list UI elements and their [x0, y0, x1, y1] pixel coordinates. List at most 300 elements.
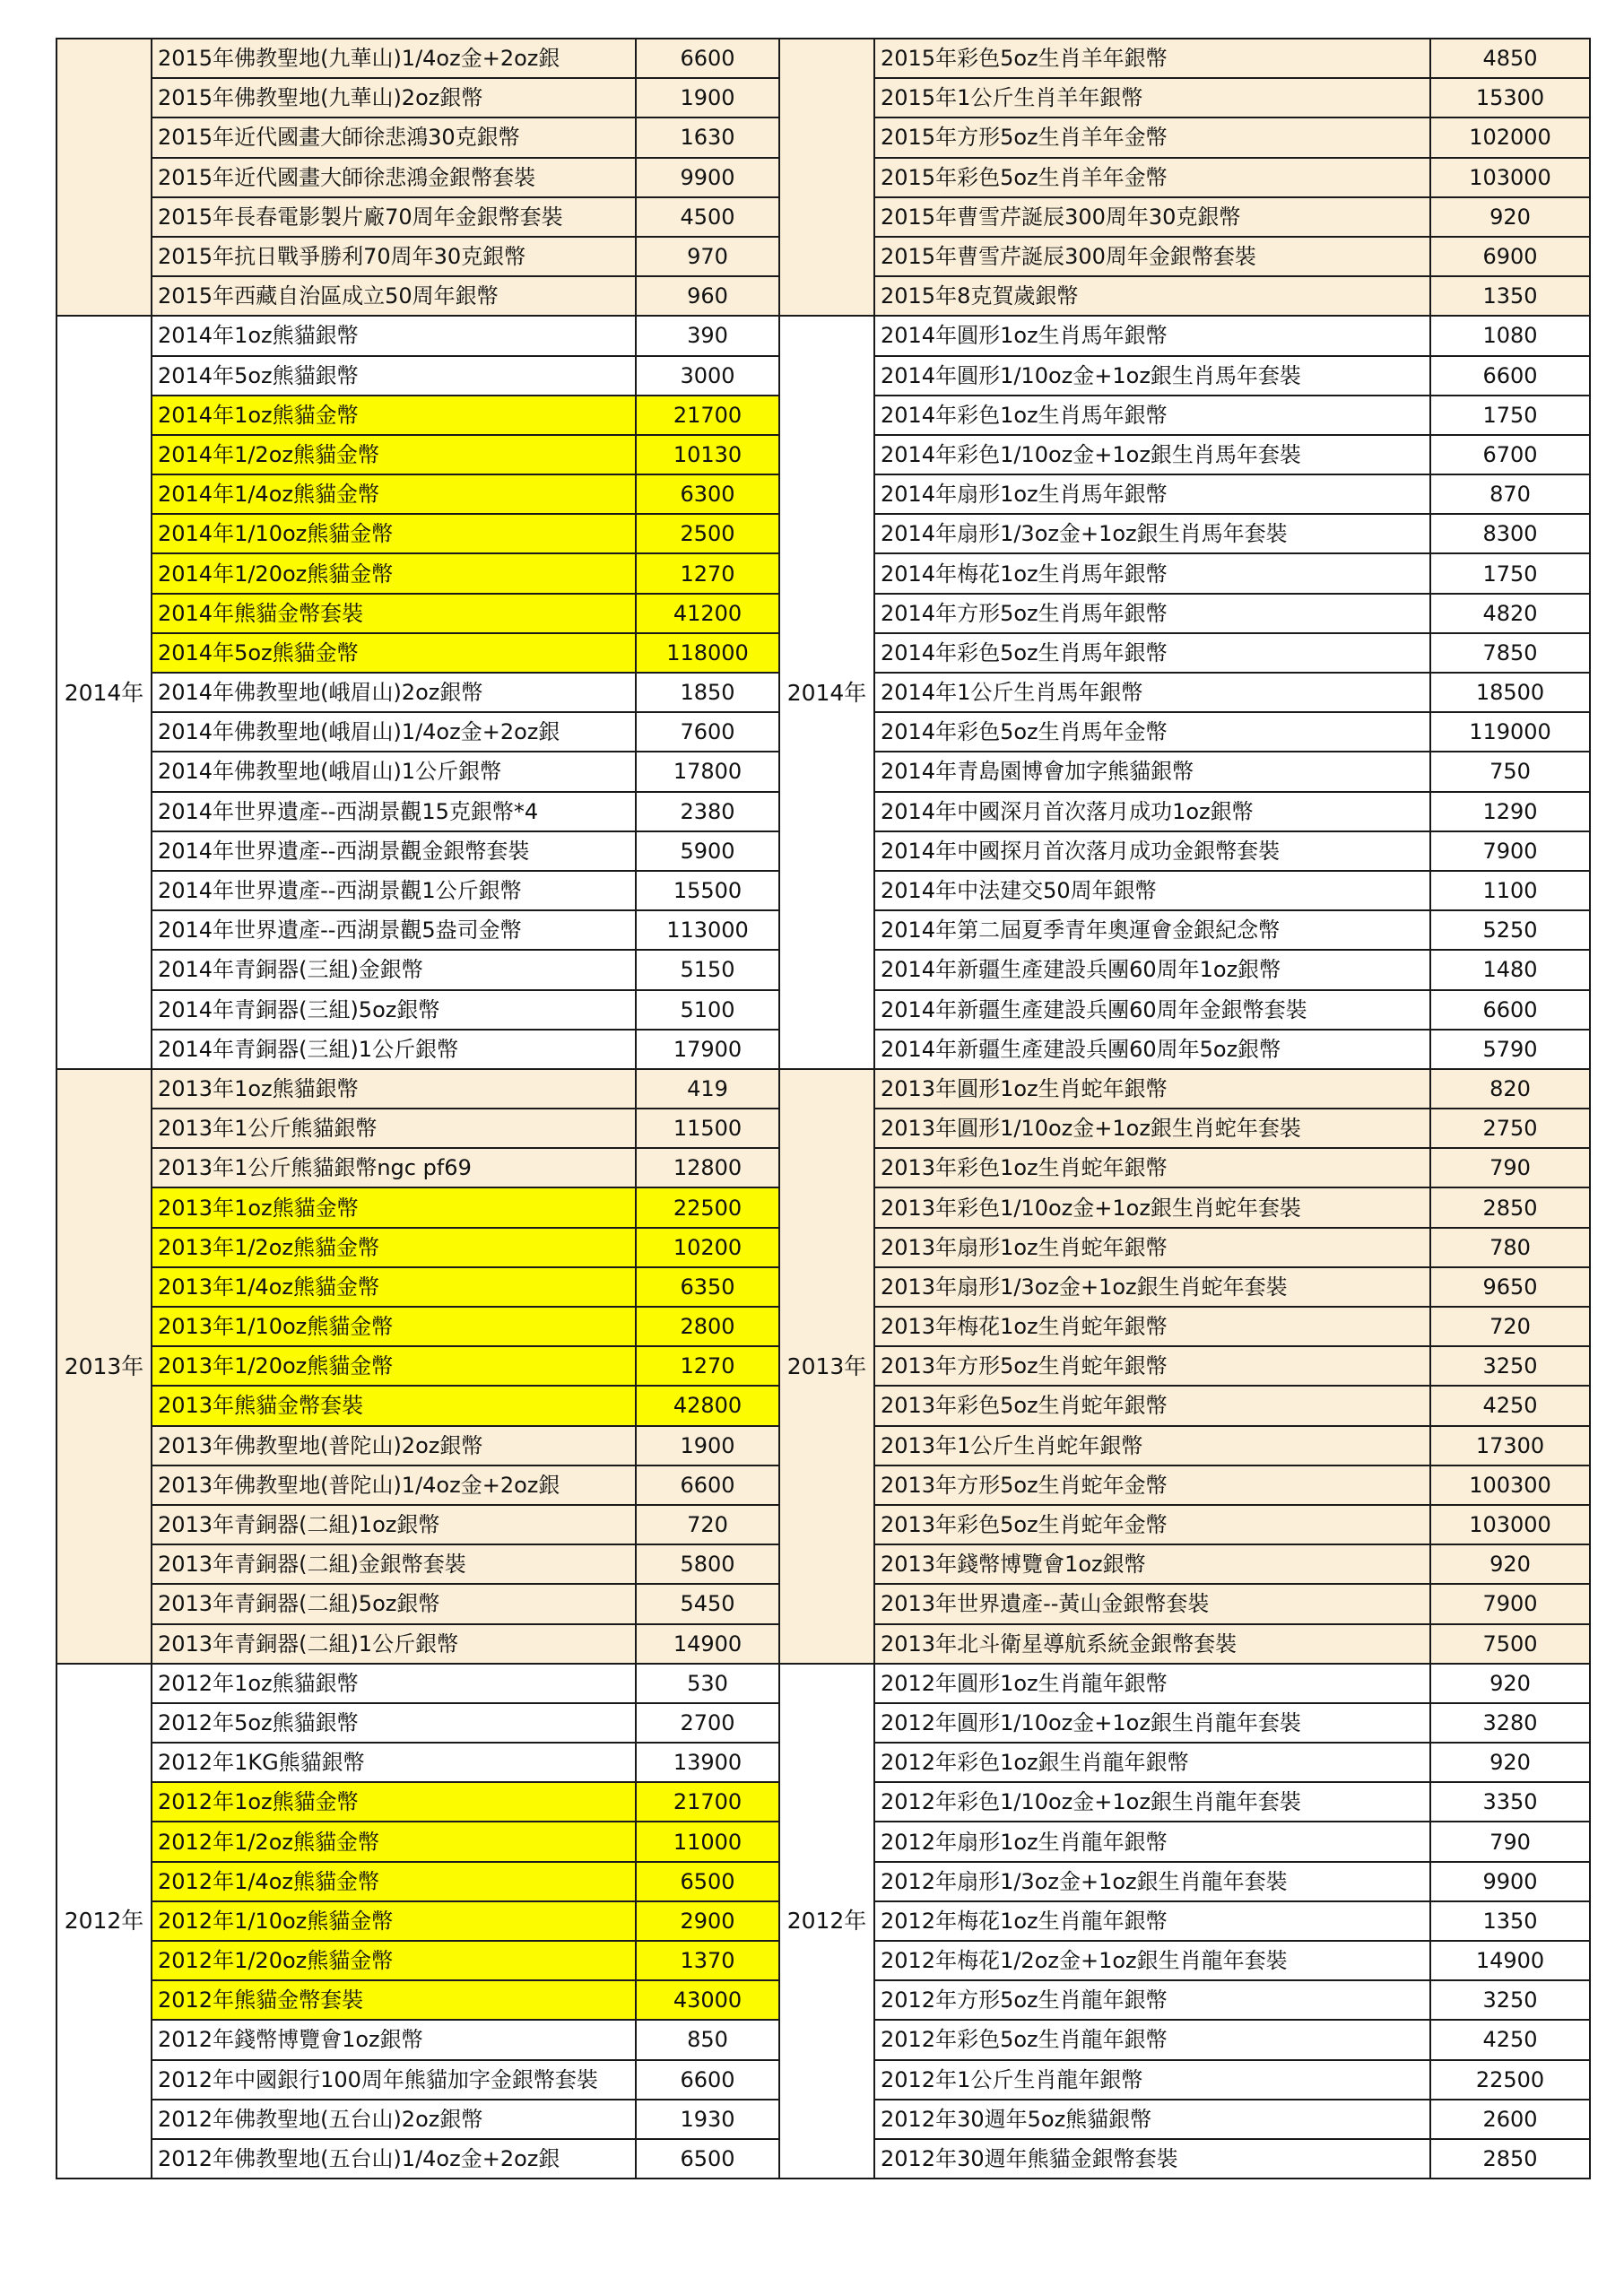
coin-name-cell: 2012年扇形1/3oz金+1oz銀生肖龍年套裝	[874, 1862, 1430, 1901]
price-cell: 920	[1430, 197, 1590, 237]
coin-name-cell: 2014年佛教聖地(峨眉山)2oz銀幣	[152, 673, 636, 712]
coin-name-cell: 2012年30週年熊貓金銀幣套裝	[874, 2139, 1430, 2179]
table-row	[779, 910, 1590, 950]
price-cell: 6600	[636, 2060, 779, 2100]
table-row	[779, 673, 1590, 712]
price-cell: 2850	[1430, 2139, 1590, 2179]
coin-name-cell: 2012年30週年5oz熊貓銀幣	[874, 2100, 1430, 2139]
coin-name-cell: 2015年方形5oz生肖羊年金幣	[874, 117, 1430, 157]
coin-name-cell: 2013年扇形1oz生肖蛇年銀幣	[874, 1228, 1430, 1267]
table-row	[779, 1030, 1590, 1069]
table-row	[779, 1228, 1590, 1267]
price-cell: 7900	[1430, 1584, 1590, 1623]
coin-name-cell: 2013年1/10oz熊貓金幣	[152, 1307, 636, 1346]
table-row	[56, 1030, 779, 1069]
price-cell: 43000	[636, 1980, 779, 2020]
price-cell: 970	[636, 237, 779, 276]
price-cell: 1900	[636, 78, 779, 117]
table-row	[56, 2139, 779, 2179]
price-cell: 1270	[636, 553, 779, 593]
coin-name-cell: 2013年1/4oz熊貓金幣	[152, 1267, 636, 1307]
table-row	[779, 792, 1590, 831]
table-row	[56, 950, 779, 989]
price-cell: 1480	[1430, 950, 1590, 989]
coin-name-cell: 2013年梅花1oz生肖蛇年銀幣	[874, 1307, 1430, 1346]
year-cell: 2013年	[779, 1069, 874, 1664]
price-cell: 18500	[1430, 673, 1590, 712]
price-cell: 103000	[1430, 1505, 1590, 1544]
table-row	[779, 1980, 1590, 2020]
coin-name-cell: 2012年1KG熊貓銀幣	[152, 1743, 636, 1782]
table-row	[56, 1782, 779, 1822]
price-cell: 4820	[1430, 594, 1590, 633]
price-cell: 1750	[1430, 396, 1590, 435]
coin-name-cell: 2014年1oz熊貓銀幣	[152, 316, 636, 355]
table-row	[779, 474, 1590, 514]
table-row	[56, 197, 779, 237]
coin-name-cell: 2013年青銅器(二組)1公斤銀幣	[152, 1624, 636, 1664]
table-row	[779, 2100, 1590, 2139]
table-row	[56, 2060, 779, 2100]
coin-name-cell: 2015年長春電影製片廠70周年金銀幣套裝	[152, 197, 636, 237]
coin-name-cell: 2014年1/10oz熊貓金幣	[152, 514, 636, 553]
table-row	[779, 1941, 1590, 1980]
coin-name-cell: 2013年1公斤熊貓銀幣	[152, 1109, 636, 1148]
table-row	[779, 752, 1590, 791]
table-row	[56, 1862, 779, 1901]
price-cell: 2600	[1430, 2100, 1590, 2139]
left-price-table	[56, 38, 780, 2179]
price-cell: 1900	[636, 1426, 779, 1465]
price-cell: 530	[636, 1664, 779, 1703]
year-cell: 2012年	[779, 1664, 874, 2179]
table-row	[56, 831, 779, 871]
coin-name-cell: 2013年青銅器(二組)5oz銀幣	[152, 1584, 636, 1623]
coin-name-cell: 2012年1公斤生肖龍年銀幣	[874, 2060, 1430, 2100]
price-cell: 4250	[1430, 1386, 1590, 1425]
table-row	[779, 117, 1590, 157]
price-cell: 21700	[636, 396, 779, 435]
table-row	[779, 197, 1590, 237]
coin-name-cell: 2012年1oz熊貓金幣	[152, 1782, 636, 1822]
coin-name-cell: 2012年佛教聖地(五台山)1/4oz金+2oz銀	[152, 2139, 636, 2179]
year-cell	[779, 39, 874, 316]
table-row	[56, 1624, 779, 1664]
coin-name-cell: 2012年圓形1oz生肖龍年銀幣	[874, 1664, 1430, 1703]
price-cell: 22500	[1430, 2060, 1590, 2100]
table-row	[779, 1148, 1590, 1187]
price-cell: 100300	[1430, 1465, 1590, 1505]
table-row	[779, 950, 1590, 989]
coin-name-cell: 2014年中國探月首次落月成功金銀幣套裝	[874, 831, 1430, 871]
table-row	[779, 435, 1590, 474]
coin-name-cell: 2012年梅花1oz生肖龍年銀幣	[874, 1901, 1430, 1941]
table-row	[56, 673, 779, 712]
coin-name-cell: 2012年彩色1oz銀生肖龍年銀幣	[874, 1743, 1430, 1782]
table-row	[779, 276, 1590, 316]
coin-name-cell: 2013年熊貓金幣套裝	[152, 1386, 636, 1425]
coin-name-cell: 2015年近代國畫大師徐悲鴻金銀幣套裝	[152, 158, 636, 197]
coin-name-cell: 2014年青銅器(三組)金銀幣	[152, 950, 636, 989]
table-row	[779, 871, 1590, 910]
table-row	[779, 1386, 1590, 1425]
table-row	[56, 990, 779, 1030]
price-cell: 2850	[1430, 1187, 1590, 1227]
price-cell: 11000	[636, 1822, 779, 1861]
price-cell: 1850	[636, 673, 779, 712]
coin-name-cell: 2012年扇形1oz生肖龍年銀幣	[874, 1822, 1430, 1861]
coin-name-cell: 2014年世界遺產--西湖景觀1公斤銀幣	[152, 871, 636, 910]
coin-name-cell: 2014年新疆生產建設兵團60周年5oz銀幣	[874, 1030, 1430, 1069]
price-cell: 6600	[636, 39, 779, 78]
table-row	[779, 514, 1590, 553]
table-row	[779, 2060, 1590, 2100]
table-row	[56, 1346, 779, 1386]
coin-name-cell: 2012年1oz熊貓銀幣	[152, 1664, 636, 1703]
coin-name-cell: 2014年1公斤生肖馬年銀幣	[874, 673, 1430, 712]
table-row	[56, 514, 779, 553]
table-row	[56, 1901, 779, 1941]
table-row	[56, 1465, 779, 1505]
coin-name-cell: 2013年扇形1/3oz金+1oz銀生肖蛇年套裝	[874, 1267, 1430, 1307]
price-cell: 7900	[1430, 831, 1590, 871]
price-cell: 5250	[1430, 910, 1590, 950]
coin-name-cell: 2014年扇形1/3oz金+1oz銀生肖馬年套裝	[874, 514, 1430, 553]
price-cell: 7600	[636, 712, 779, 752]
price-cell: 1630	[636, 117, 779, 157]
table-row	[779, 1346, 1590, 1386]
table-row	[56, 1941, 779, 1980]
table-row	[56, 2020, 779, 2059]
table-row	[779, 633, 1590, 673]
table-row	[56, 78, 779, 117]
price-cell: 17800	[636, 752, 779, 791]
coin-name-cell: 2013年錢幣博覽會1oz銀幣	[874, 1544, 1430, 1584]
price-cell: 3250	[1430, 1346, 1590, 1386]
coin-name-cell: 2014年彩色1/10oz金+1oz銀生肖馬年套裝	[874, 435, 1430, 474]
left-table-body	[56, 39, 779, 2179]
price-cell: 6600	[636, 1465, 779, 1505]
coin-name-cell: 2013年彩色1oz生肖蛇年銀幣	[874, 1148, 1430, 1187]
coin-name-cell: 2012年中國銀行100周年熊貓加字金銀幣套裝	[152, 2060, 636, 2100]
coin-name-cell: 2015年佛教聖地(九華山)1/4oz金+2oz銀	[152, 39, 636, 78]
table-row	[56, 158, 779, 197]
price-cell: 1290	[1430, 792, 1590, 831]
price-cell: 2900	[636, 1901, 779, 1941]
price-cell: 41200	[636, 594, 779, 633]
coin-name-cell: 2012年佛教聖地(五台山)2oz銀幣	[152, 2100, 636, 2139]
coin-name-cell: 2013年北斗衛星導航系統金銀幣套裝	[874, 1624, 1430, 1664]
table-row	[779, 594, 1590, 633]
table-row	[779, 831, 1590, 871]
price-cell: 850	[636, 2020, 779, 2059]
table-row	[779, 39, 1590, 78]
table-row	[779, 78, 1590, 117]
coin-name-cell: 2014年5oz熊貓金幣	[152, 633, 636, 673]
coin-name-cell: 2012年熊貓金幣套裝	[152, 1980, 636, 2020]
coin-name-cell: 2012年1/20oz熊貓金幣	[152, 1941, 636, 1980]
table-row	[779, 1782, 1590, 1822]
coin-name-cell: 2014年世界遺產--西湖景觀15克銀幣*4	[152, 792, 636, 831]
right-price-table	[778, 38, 1591, 2179]
table-row	[56, 117, 779, 157]
coin-name-cell: 2014年1oz熊貓金幣	[152, 396, 636, 435]
coin-name-cell: 2012年1/4oz熊貓金幣	[152, 1862, 636, 1901]
price-cell: 750	[1430, 752, 1590, 791]
coin-name-cell: 2013年1/2oz熊貓金幣	[152, 1228, 636, 1267]
price-cell: 7500	[1430, 1624, 1590, 1664]
coin-name-cell: 2015年佛教聖地(九華山)2oz銀幣	[152, 78, 636, 117]
table-row	[56, 1584, 779, 1623]
price-cell: 920	[1430, 1743, 1590, 1782]
price-cell: 1750	[1430, 553, 1590, 593]
coin-name-cell: 2014年1/4oz熊貓金幣	[152, 474, 636, 514]
table-row	[56, 1664, 779, 1703]
price-cell: 6700	[1430, 435, 1590, 474]
price-cell: 1270	[636, 1346, 779, 1386]
price-cell: 17300	[1430, 1426, 1590, 1465]
price-cell: 790	[1430, 1148, 1590, 1187]
table-row	[779, 1465, 1590, 1505]
coin-name-cell: 2014年世界遺產--西湖景觀5盎司金幣	[152, 910, 636, 950]
table-row	[56, 1980, 779, 2020]
price-cell: 3250	[1430, 1980, 1590, 2020]
table-row	[56, 1426, 779, 1465]
coin-name-cell: 2015年曹雪芹誕辰300周年30克銀幣	[874, 197, 1430, 237]
price-cell: 14900	[636, 1624, 779, 1664]
coin-name-cell: 2014年熊貓金幣套裝	[152, 594, 636, 633]
table-row	[56, 1307, 779, 1346]
coin-name-cell: 2014年圓形1/10oz金+1oz銀生肖馬年套裝	[874, 356, 1430, 396]
coin-name-cell: 2013年世界遺產--黃山金銀幣套裝	[874, 1584, 1430, 1623]
table-row	[779, 2139, 1590, 2179]
table-row	[56, 356, 779, 396]
price-cell: 920	[1430, 1544, 1590, 1584]
coin-name-cell: 2014年佛教聖地(峨眉山)1/4oz金+2oz銀	[152, 712, 636, 752]
price-cell: 3000	[636, 356, 779, 396]
table-row	[56, 1069, 779, 1109]
table-row	[56, 633, 779, 673]
table-row	[56, 910, 779, 950]
coin-name-cell: 2014年第二屆夏季青年奧運會金銀紀念幣	[874, 910, 1430, 950]
price-cell: 9650	[1430, 1267, 1590, 1307]
price-cell: 9900	[636, 158, 779, 197]
price-cell: 419	[636, 1069, 779, 1109]
coin-name-cell: 2014年青銅器(三組)5oz銀幣	[152, 990, 636, 1030]
coin-name-cell: 2015年彩色5oz生肖羊年金幣	[874, 158, 1430, 197]
price-cell: 1370	[636, 1941, 779, 1980]
coin-name-cell: 2014年世界遺產--西湖景觀金銀幣套裝	[152, 831, 636, 871]
coin-name-cell: 2013年彩色1/10oz金+1oz銀生肖蛇年套裝	[874, 1187, 1430, 1227]
table-row	[56, 1703, 779, 1743]
coin-name-cell: 2014年方形5oz生肖馬年銀幣	[874, 594, 1430, 633]
table-row	[779, 712, 1590, 752]
coin-name-cell: 2012年彩色5oz生肖龍年銀幣	[874, 2020, 1430, 2059]
table-row	[779, 553, 1590, 593]
price-cell: 5800	[636, 1544, 779, 1584]
table-row	[779, 990, 1590, 1030]
table-row	[779, 1862, 1590, 1901]
coin-name-cell: 2014年1/20oz熊貓金幣	[152, 553, 636, 593]
price-cell: 103000	[1430, 158, 1590, 197]
price-cell: 3350	[1430, 1782, 1590, 1822]
table-row	[56, 276, 779, 316]
price-cell: 113000	[636, 910, 779, 950]
table-row	[56, 1505, 779, 1544]
table-row	[779, 1624, 1590, 1664]
table-row	[779, 1664, 1590, 1703]
table-row	[779, 1505, 1590, 1544]
coin-name-cell: 2013年青銅器(二組)金銀幣套裝	[152, 1544, 636, 1584]
table-row	[56, 1822, 779, 1861]
coin-name-cell: 2012年1/2oz熊貓金幣	[152, 1822, 636, 1861]
table-row	[779, 2020, 1590, 2059]
coin-name-cell: 2013年彩色5oz生肖蛇年金幣	[874, 1505, 1430, 1544]
table-row	[779, 1069, 1590, 1109]
coin-name-cell: 2013年1oz熊貓銀幣	[152, 1069, 636, 1109]
price-cell: 9900	[1430, 1862, 1590, 1901]
price-cell: 5900	[636, 831, 779, 871]
coin-name-cell: 2015年1公斤生肖羊年銀幣	[874, 78, 1430, 117]
coin-name-cell: 2014年1/2oz熊貓金幣	[152, 435, 636, 474]
price-cell: 2500	[636, 514, 779, 553]
year-cell: 2014年	[779, 316, 874, 1069]
table-row	[779, 1187, 1590, 1227]
coin-name-cell: 2014年彩色5oz生肖馬年銀幣	[874, 633, 1430, 673]
table-row	[56, 474, 779, 514]
table-row	[56, 752, 779, 791]
coin-name-cell: 2014年青島園博會加字熊貓銀幣	[874, 752, 1430, 791]
table-row	[779, 1743, 1590, 1782]
price-cell: 920	[1430, 1664, 1590, 1703]
price-cell: 10130	[636, 435, 779, 474]
table-row	[56, 871, 779, 910]
table-row	[779, 1109, 1590, 1148]
price-cell: 4850	[1430, 39, 1590, 78]
coin-name-cell: 2014年梅花1oz生肖馬年銀幣	[874, 553, 1430, 593]
year-cell	[56, 39, 152, 316]
coin-name-cell: 2015年彩色5oz生肖羊年銀幣	[874, 39, 1430, 78]
table-row	[779, 316, 1590, 355]
price-cell: 720	[1430, 1307, 1590, 1346]
coin-name-cell: 2012年梅花1/2oz金+1oz銀生肖龍年套裝	[874, 1941, 1430, 1980]
table-row	[779, 1544, 1590, 1584]
table-row	[56, 553, 779, 593]
coin-name-cell: 2013年佛教聖地(普陀山)2oz銀幣	[152, 1426, 636, 1465]
price-cell: 790	[1430, 1822, 1590, 1861]
price-cell: 4500	[636, 197, 779, 237]
coin-name-cell: 2013年佛教聖地(普陀山)1/4oz金+2oz銀	[152, 1465, 636, 1505]
price-cell: 2380	[636, 792, 779, 831]
year-cell: 2014年	[56, 316, 152, 1069]
price-cell: 6600	[1430, 990, 1590, 1030]
table-row	[779, 1426, 1590, 1465]
price-cell: 7850	[1430, 633, 1590, 673]
price-cell: 6350	[636, 1267, 779, 1307]
coin-name-cell: 2015年8克賀歲銀幣	[874, 276, 1430, 316]
price-cell: 960	[636, 276, 779, 316]
price-cell: 21700	[636, 1782, 779, 1822]
price-cell: 1930	[636, 2100, 779, 2139]
price-cell: 5790	[1430, 1030, 1590, 1069]
right-table-body	[779, 39, 1590, 2179]
coin-name-cell: 2014年扇形1oz生肖馬年銀幣	[874, 474, 1430, 514]
price-cell: 870	[1430, 474, 1590, 514]
coin-name-cell: 2014年新疆生產建設兵團60周年1oz銀幣	[874, 950, 1430, 989]
coin-name-cell: 2014年中國深月首次落月成功1oz銀幣	[874, 792, 1430, 831]
price-cell: 42800	[636, 1386, 779, 1425]
price-cell: 17900	[636, 1030, 779, 1069]
price-cell: 5450	[636, 1584, 779, 1623]
coin-name-cell: 2014年新疆生產建設兵團60周年金銀幣套裝	[874, 990, 1430, 1030]
price-cell: 15300	[1430, 78, 1590, 117]
coin-name-cell: 2012年彩色1/10oz金+1oz銀生肖龍年套裝	[874, 1782, 1430, 1822]
coin-name-cell: 2015年近代國畫大師徐悲鴻30克銀幣	[152, 117, 636, 157]
table-row	[56, 1743, 779, 1782]
coin-name-cell: 2014年彩色1oz生肖馬年銀幣	[874, 396, 1430, 435]
price-cell: 6500	[636, 2139, 779, 2179]
table-row	[779, 158, 1590, 197]
price-cell: 12800	[636, 1148, 779, 1187]
price-cell: 6500	[636, 1862, 779, 1901]
price-cell: 118000	[636, 633, 779, 673]
price-cell: 8300	[1430, 514, 1590, 553]
price-cell: 5100	[636, 990, 779, 1030]
price-cell: 14900	[1430, 1941, 1590, 1980]
table-row	[779, 1307, 1590, 1346]
table-row	[779, 237, 1590, 276]
price-cell: 4250	[1430, 2020, 1590, 2059]
table-row	[56, 1148, 779, 1187]
table-row	[56, 396, 779, 435]
price-cell: 6300	[636, 474, 779, 514]
price-cell: 102000	[1430, 117, 1590, 157]
table-row	[779, 396, 1590, 435]
coin-name-cell: 2013年圓形1/10oz金+1oz銀生肖蛇年套裝	[874, 1109, 1430, 1148]
table-row	[779, 1822, 1590, 1861]
table-row	[56, 237, 779, 276]
coin-name-cell: 2012年方形5oz生肖龍年銀幣	[874, 1980, 1430, 2020]
coin-name-cell: 2014年彩色5oz生肖馬年金幣	[874, 712, 1430, 752]
table-row	[56, 594, 779, 633]
coin-name-cell: 2013年1公斤生肖蛇年銀幣	[874, 1426, 1430, 1465]
coin-name-cell: 2012年錢幣博覽會1oz銀幣	[152, 2020, 636, 2059]
coin-name-cell: 2013年1oz熊貓金幣	[152, 1187, 636, 1227]
coin-name-cell: 2015年抗日戰爭勝利70周年30克銀幣	[152, 237, 636, 276]
table-row	[56, 39, 779, 78]
table-row	[56, 1544, 779, 1584]
table-row	[56, 1386, 779, 1425]
price-cell: 13900	[636, 1743, 779, 1782]
coin-name-cell: 2013年1/20oz熊貓金幣	[152, 1346, 636, 1386]
table-row	[56, 2100, 779, 2139]
price-cell: 3280	[1430, 1703, 1590, 1743]
year-cell: 2012年	[56, 1664, 152, 2179]
price-cell: 1100	[1430, 871, 1590, 910]
coin-name-cell: 2013年圓形1oz生肖蛇年銀幣	[874, 1069, 1430, 1109]
table-row	[56, 712, 779, 752]
table-row	[779, 1584, 1590, 1623]
price-cell: 22500	[636, 1187, 779, 1227]
table-row	[779, 1703, 1590, 1743]
coin-name-cell: 2012年1/10oz熊貓金幣	[152, 1901, 636, 1941]
price-cell: 1350	[1430, 276, 1590, 316]
price-cell: 780	[1430, 1228, 1590, 1267]
price-cell: 2800	[636, 1307, 779, 1346]
table-row	[56, 435, 779, 474]
table-row	[779, 1901, 1590, 1941]
coin-name-cell: 2013年彩色5oz生肖蛇年銀幣	[874, 1386, 1430, 1425]
